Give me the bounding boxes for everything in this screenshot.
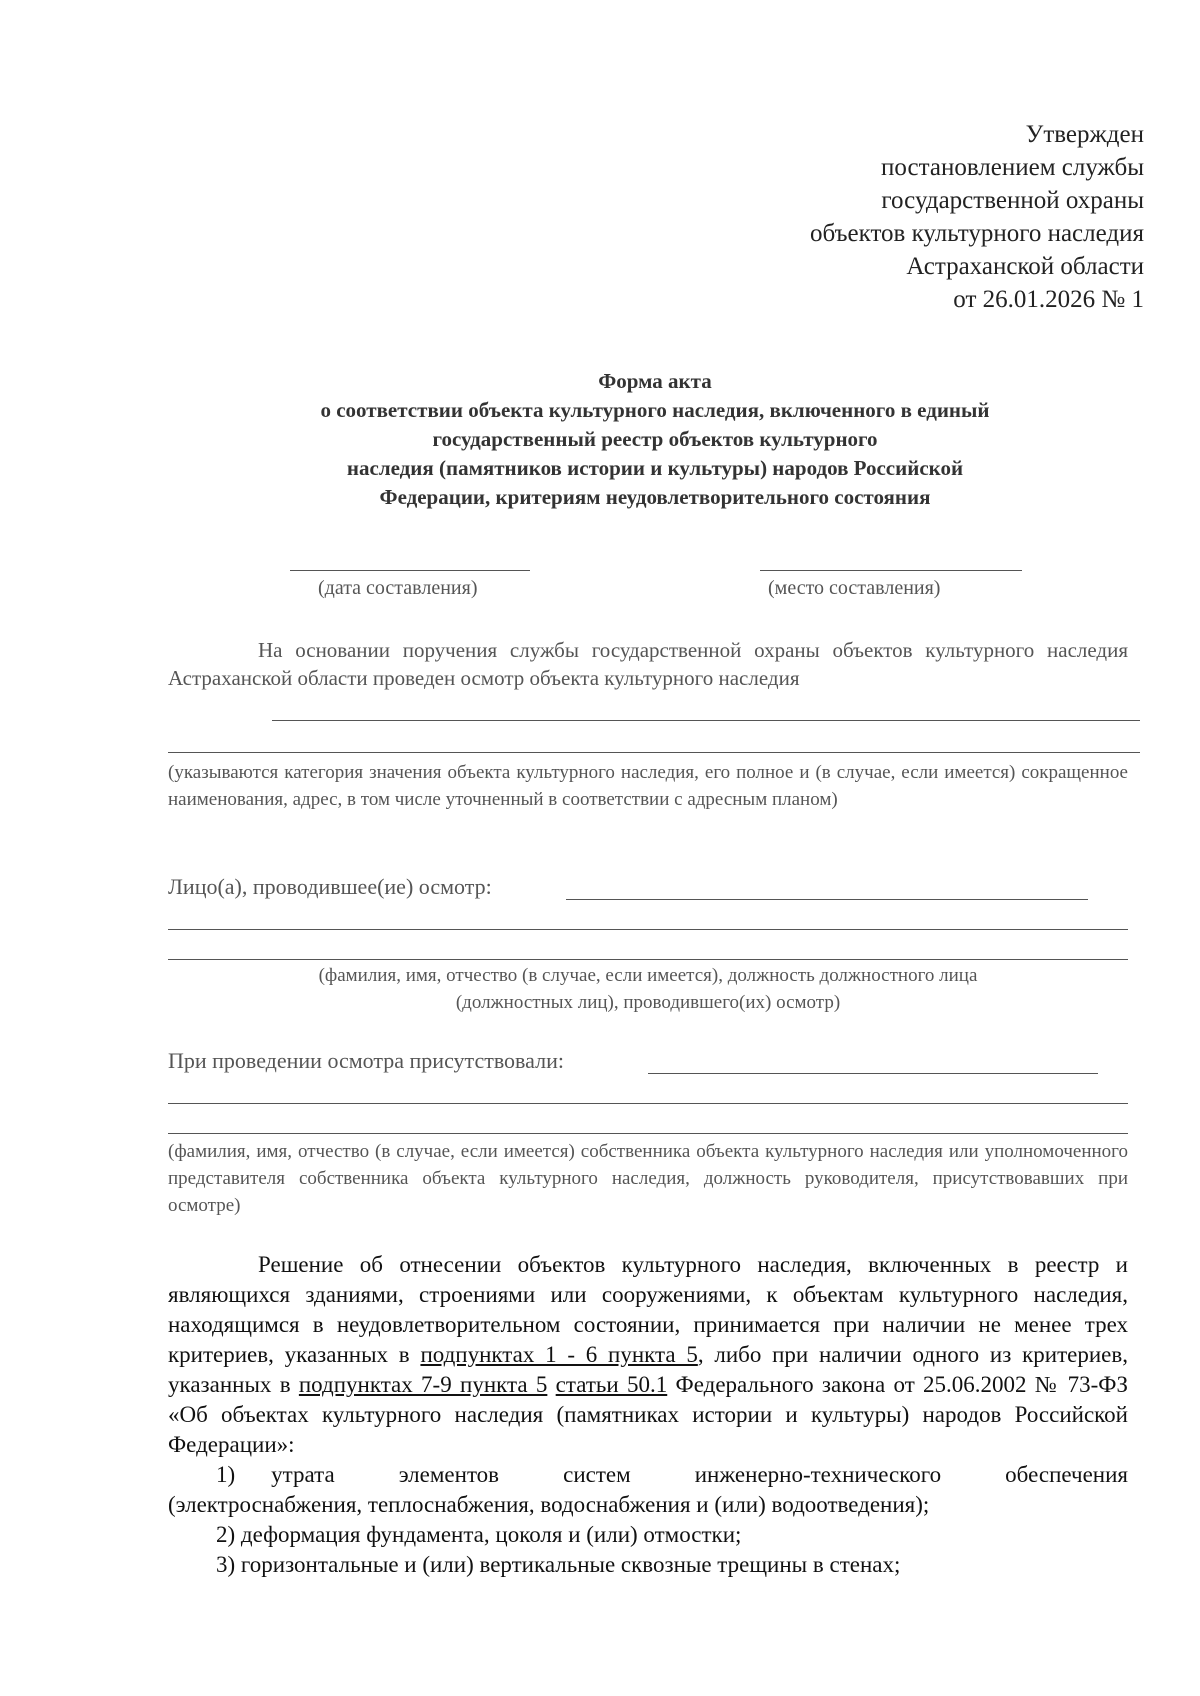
criterion-number: 1): [216, 1462, 236, 1487]
criterion-3: [168, 1550, 1128, 1580]
criterion-number: 3): [216, 1552, 236, 1577]
present-note: (фамилия, имя, отчество (в случае, если имеется) собственника объекта культурного наследия или уполномоченного представителя собственника объекта культурного наследия, должность руководителя, присутствовавших при осмотре): [168, 1141, 1128, 1216]
decision-text: [547, 1372, 555, 1397]
criterion-2: [168, 1520, 1128, 1550]
decision-text: Федерального закона от 25.06.2002 № 73-ФЗ «Об объектах культурного наследия (памятниках истории и культуры) народов Российской Федерации»:: [168, 1372, 1128, 1457]
decision-link[interactable]: статьи 50.1: [555, 1372, 668, 1397]
criterion-1: [168, 1460, 1128, 1490]
title-line: о соответствии объекта культурного наследия, включенного в единый: [320, 398, 990, 422]
form-title: [160, 367, 1150, 512]
inspectors-blank-line-2: [168, 929, 1128, 930]
date-blank-line: [290, 570, 530, 571]
place-blank-line: [760, 570, 1022, 571]
inspectors-label: Лицо(а), проводившее(ие) осмотр:: [168, 874, 492, 899]
approval-line: объектов культурного наследия: [810, 220, 1144, 247]
title-line: наследия (памятников истории и культуры) народов Российской: [346, 456, 964, 480]
date-caption: (дата составления): [318, 577, 478, 599]
title-line: Федерации, критериям неудовлетворительного состояния: [379, 485, 931, 509]
inspector-note-1: (фамилия, имя, отчество (в случае, если имеется), должность должностного лица: [318, 965, 978, 986]
approval-line: постановлением службы: [881, 154, 1144, 181]
present-blank-line: [648, 1073, 1098, 1074]
object-blank-line-2: [168, 752, 1140, 753]
criterion-text: деформация фундамента, цоколя и (или) отмостки;: [240, 1522, 742, 1547]
approval-line: Астраханской области: [906, 253, 1144, 280]
inspectors-blank-line: [566, 899, 1088, 900]
approval-line: государственной охраны: [881, 187, 1144, 214]
present-blank-line-3: [168, 1133, 1128, 1134]
inspectors-blank-line-3: [168, 959, 1128, 960]
approval-line: Утвержден: [1025, 121, 1144, 148]
title-line: Форма акта: [598, 369, 712, 393]
criterion-1-continuation: (электроснабжения, теплоснабжения, водоснабжения и (или) водоотведения);: [168, 1492, 930, 1517]
decision-link[interactable]: подпунктах 1 - 6 пункта 5: [420, 1342, 698, 1367]
approval-stamp: [810, 118, 1144, 316]
place-caption: (место составления): [768, 577, 941, 599]
decision-text: Решение об отнесении объектов культурного наследия, включенных в реестр и являющихся зданиями, строениями или сооружениями, к объектам культурного наследия, находящимся в неудовлетворительном состоянии, принимается при наличии не менее трех критериев, указанных в: [168, 1252, 1128, 1367]
decision-link[interactable]: подпунктах 7-9 пункта 5: [298, 1372, 548, 1397]
approval-date: от 26.01.2026 № 1: [953, 286, 1144, 313]
intro-paragraph: На основании поручения службы государственной охраны объектов культурного наследия Астраханской области проведен осмотр объекта культурного наследия: [168, 638, 1128, 690]
decision-paragraph: [168, 1250, 1128, 1460]
criterion-text: утрата элементов систем инженерно-технического обеспечения: [271, 1462, 1128, 1487]
inspector-note-2: (должностных лиц), проводившего(их) осмотр): [455, 992, 841, 1013]
title-line: государственный реестр объектов культурного: [432, 427, 878, 451]
object-note: (указываются категория значения объекта культурного наследия, его полное и (в случае, если имеется) сокращенное наименования, адрес, в том числе уточненный в соответствии с адресным планом): [168, 762, 1128, 810]
decision-text: , либо при наличии одного из критериев, указанных в: [168, 1342, 1128, 1397]
present-blank-line-2: [168, 1103, 1128, 1104]
criterion-number: 2): [216, 1522, 236, 1547]
present-label: При проведении осмотра присутствовали:: [168, 1048, 564, 1073]
criterion-text: горизонтальные и (или) вертикальные сквозные трещины в стенах;: [240, 1552, 901, 1577]
object-blank-line: [272, 720, 1140, 721]
